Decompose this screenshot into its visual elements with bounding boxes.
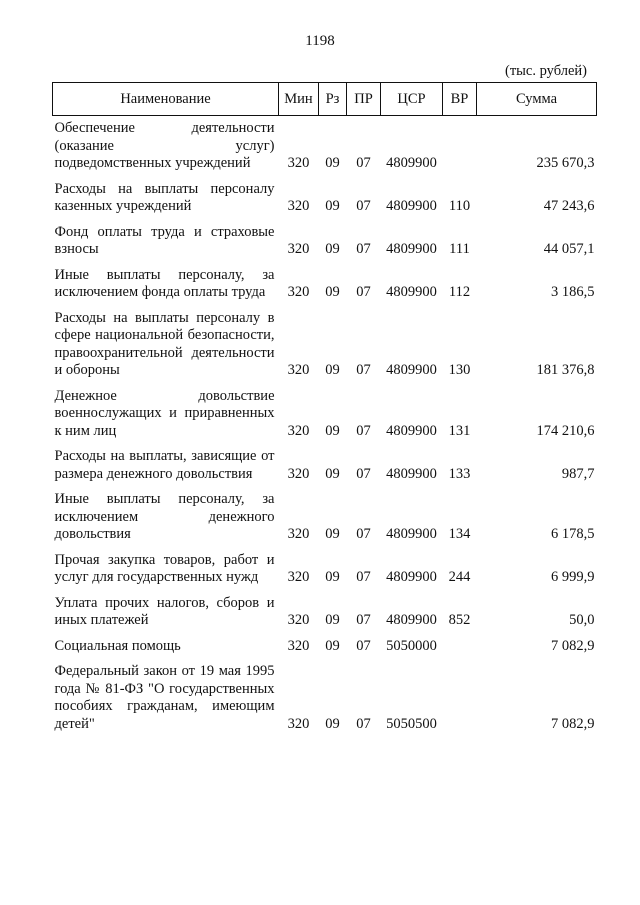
row-sum: 7 082,9 [551,637,595,654]
row-sum: 987,7 [561,465,595,482]
header-vr: ВР [443,83,477,116]
row-csr: 4809900 [386,241,437,257]
row-pr: 07 [356,526,371,542]
row-csr: 4809900 [386,362,437,378]
table-row [53,630,597,656]
table-row [53,380,597,441]
table-row [53,440,597,483]
row-sum: 44 057,1 [543,241,595,257]
header-sum: Сумма [477,83,597,116]
table-row [53,587,597,630]
row-pr: 07 [356,362,371,378]
row-csr: 4809900 [386,569,437,585]
row-csr: 4809900 [386,422,437,439]
row-rz: 09 [325,637,340,654]
row-name: Расходы на выплаты персоналу в сфере национальной безопасности, правоохранительной деятельности и обороны [54,309,275,378]
row-min: 320 [287,465,310,482]
row-sum: 3 186,5 [551,284,595,300]
row-sum: 50,0 [569,612,595,628]
row-vr: 131 [448,422,471,439]
budget-table [52,82,597,733]
table-row [53,259,597,302]
row-csr: 5050000 [386,637,437,654]
row-rz: 09 [325,155,340,171]
row-pr: 07 [356,637,371,654]
units-label: (тыс. рублей) [505,63,587,79]
row-rz: 09 [325,526,340,542]
row-pr: 07 [356,198,371,214]
row-min: 320 [287,637,310,654]
row-sum: 181 376,8 [536,362,595,378]
row-vr: 110 [448,198,471,214]
row-csr: 4809900 [386,155,437,171]
row-sum: 6 178,5 [551,526,595,542]
row-name: Социальная помощь [54,637,181,654]
row-rz: 09 [325,362,340,378]
page-number: 1198 [305,33,335,49]
row-csr: 4809900 [386,198,437,214]
row-rz: 09 [325,284,340,300]
row-pr: 07 [356,569,371,585]
row-vr: 112 [448,284,471,300]
row-csr: 5050500 [386,715,437,732]
row-pr: 07 [356,241,371,257]
row-name: Прочая закупка товаров, работ и услуг для государственных нужд [54,551,275,585]
row-pr: 07 [356,422,371,439]
row-vr: 852 [448,612,471,628]
row-pr: 07 [356,612,371,628]
row-csr: 4809900 [386,284,437,300]
row-name: Расходы на выплаты персоналу казенных учреждений [54,180,275,214]
row-min: 320 [287,155,310,171]
row-rz: 09 [325,422,340,439]
row-pr: 07 [356,715,371,732]
row-csr: 4809900 [386,612,437,628]
row-sum: 174 210,6 [536,422,595,439]
row-vr [443,655,477,733]
row-min: 320 [287,198,310,214]
row-name: Федеральный закон от 19 мая 1995 года № 81-ФЗ "О государственных пособиях гражданам, имеющим детей" [54,663,275,732]
row-name: Уплата прочих налогов, сборов и иных платежей [54,594,275,628]
row-vr [443,116,477,173]
row-name: Расходы на выплаты, зависящие от размера денежного довольствия [54,448,275,482]
row-name: Иные выплаты персоналу, за исключением денежного довольствия [54,491,275,542]
table-row [53,544,597,587]
table-row [53,116,597,173]
row-min: 320 [287,612,310,628]
row-min: 320 [287,284,310,300]
row-sum: 6 999,9 [551,569,595,585]
row-pr: 07 [356,155,371,171]
row-rz: 09 [325,241,340,257]
row-rz: 09 [325,198,340,214]
header-name: Наименование [53,83,279,116]
row-vr: 133 [448,465,471,482]
row-name: Иные выплаты персоналу, за исключением фонда оплаты труда [54,266,275,300]
table-header-row [53,83,597,116]
row-min: 320 [287,241,310,257]
row-pr: 07 [356,284,371,300]
table-row [53,216,597,259]
row-min: 320 [287,362,310,378]
row-vr [443,630,477,656]
header-min: Мин [279,83,319,116]
row-min: 320 [287,422,310,439]
header-csr: ЦСР [381,83,443,116]
table-row [53,173,597,216]
row-csr: 4809900 [386,526,437,542]
row-name: Денежное довольствие военнослужащих и приравненных к ним лиц [54,387,275,439]
row-rz: 09 [325,612,340,628]
table-row [53,302,597,380]
row-vr: 111 [449,241,470,257]
row-vr: 130 [448,362,471,378]
row-rz: 09 [325,715,340,732]
row-rz: 09 [325,569,340,585]
row-name: Обеспечение деятельности (оказание услуг) подведомственных учреждений [54,120,275,171]
row-name: Фонд оплаты труда и страховые взносы [54,223,275,257]
row-min: 320 [287,526,310,542]
row-sum: 235 670,3 [536,155,595,171]
table-row [53,483,597,544]
row-sum: 7 082,9 [551,715,595,732]
header-rz: Рз [319,83,347,116]
row-vr: 134 [448,526,471,542]
row-min: 320 [287,715,310,732]
row-pr: 07 [356,465,371,482]
row-rz: 09 [325,465,340,482]
table-row [53,655,597,733]
row-vr: 244 [448,569,471,585]
row-min: 320 [287,569,310,585]
row-sum: 47 243,6 [543,198,595,214]
row-csr: 4809900 [386,465,437,482]
header-pr: ПР [347,83,381,116]
